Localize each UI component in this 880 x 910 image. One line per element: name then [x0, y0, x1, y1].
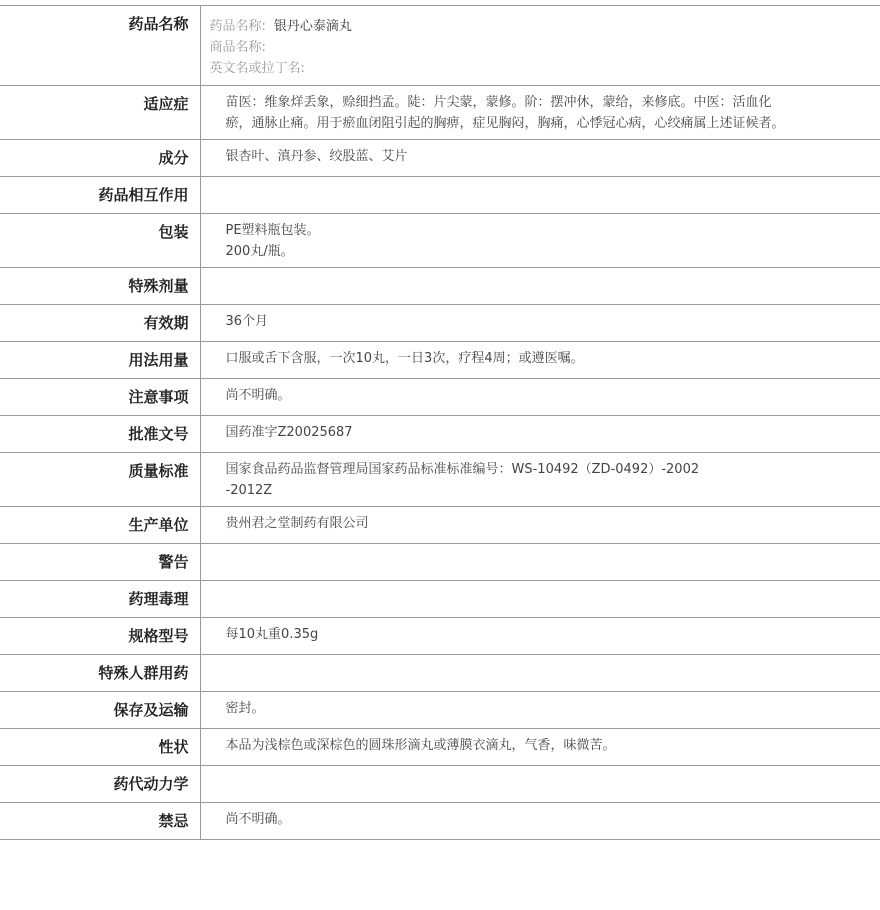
packaging-line-2: 200丸/瓶。 — [225, 244, 294, 259]
row-specification — [0, 618, 880, 655]
special-dosage-value — [200, 268, 880, 305]
quality-standard-line-1: 国家食品药品监督管理局国家药品标准标准编号：WS-10492（ZD-0492）-2002 — [225, 462, 700, 477]
storage-label: 保存及运输 — [0, 692, 200, 729]
indications-label: 适应症 — [0, 86, 200, 140]
description-value: 本品为浅棕色或深棕色的圆珠形滴丸或薄膜衣滴丸，气香，味微苦。 — [225, 738, 616, 753]
packaging-label: 包装 — [0, 214, 200, 268]
manufacturer-value: 贵州君之堂制药有限公司 — [225, 516, 369, 531]
quality-standard-label: 质量标准 — [0, 453, 200, 507]
usage-label: 用法用量 — [0, 342, 200, 379]
contraindications-value: 尚不明确。 — [225, 812, 291, 827]
ingredients-label: 成分 — [0, 140, 200, 177]
storage-value: 密封。 — [225, 701, 265, 716]
row-description — [0, 729, 880, 766]
trade-name-label: 商品名称: — [209, 40, 266, 55]
row-usage — [0, 342, 880, 379]
drug-name-header: 药品名称 — [0, 6, 200, 86]
shelf-life-value: 36个月 — [225, 314, 269, 329]
row-ingredients — [0, 140, 880, 177]
ingredients-value: 银杏叶、滇丹参、绞股蓝、艾片 — [225, 149, 408, 164]
approval-number-value: 国药准字Z20025687 — [225, 425, 353, 440]
row-storage — [0, 692, 880, 729]
special-population-label: 特殊人群用药 — [0, 655, 200, 692]
row-precautions — [0, 379, 880, 416]
row-special-dosage — [0, 268, 880, 305]
warning-value — [200, 544, 880, 581]
row-indications — [0, 86, 880, 140]
row-interactions — [0, 177, 880, 214]
row-approval-number — [0, 416, 880, 453]
approval-number-label: 批准文号 — [0, 416, 200, 453]
toxicology-label: 药理毒理 — [0, 581, 200, 618]
row-shelf-life — [0, 305, 880, 342]
special-dosage-label: 特殊剂量 — [0, 268, 200, 305]
drug-name-cell — [200, 6, 880, 86]
trade-name-line — [210, 37, 861, 58]
pharmacokinetics-label: 药代动力学 — [0, 766, 200, 803]
drug-name-label: 药品名称: — [209, 19, 266, 34]
drug-name-value: 银丹心泰滴丸 — [273, 19, 352, 34]
shelf-life-label: 有效期 — [0, 305, 200, 342]
quality-standard-value — [200, 453, 880, 507]
pharmacokinetics-value — [200, 766, 880, 803]
precautions-label: 注意事项 — [0, 379, 200, 416]
quality-standard-line-2: -2012Z — [225, 483, 273, 498]
indications-value: 苗医：维象烊丢象，赊细挡孟。陡：片尖蒙，蒙修。阶：摆冲休，蒙给，来修底。中医：活血化瘀，通脉止痛。用于瘀血闭阻引起的胸痹，症见胸闷，胸痛，心悸冠心病，心绞痛属上述证候者。 — [225, 95, 785, 131]
specification-value: 每10丸重0.35g — [225, 627, 319, 642]
specification-label: 规格型号 — [0, 618, 200, 655]
english-name-label: 英文名或拉丁名: — [209, 61, 305, 76]
row-warning — [0, 544, 880, 581]
english-name-line — [210, 58, 861, 79]
row-packaging — [0, 214, 880, 268]
contraindications-label: 禁忌 — [0, 803, 200, 840]
row-toxicology — [0, 581, 880, 618]
warning-label: 警告 — [0, 544, 200, 581]
drug-spec-table — [0, 5, 880, 840]
row-special-population — [0, 655, 880, 692]
precautions-value: 尚不明确。 — [225, 388, 291, 403]
toxicology-value — [200, 581, 880, 618]
description-label: 性状 — [0, 729, 200, 766]
packaging-value — [200, 214, 880, 268]
drug-name-line — [210, 16, 861, 37]
row-drug-name — [0, 6, 880, 86]
interactions-value — [200, 177, 880, 214]
packaging-line-1: PE塑料瓶包装。 — [225, 223, 320, 238]
row-manufacturer — [0, 507, 880, 544]
row-contraindications — [0, 803, 880, 840]
manufacturer-label: 生产单位 — [0, 507, 200, 544]
interactions-label: 药品相互作用 — [0, 177, 200, 214]
special-population-value — [200, 655, 880, 692]
row-quality-standard — [0, 453, 880, 507]
usage-value: 口服或舌下含服，一次10丸，一日3次，疗程4周；或遵医嘱。 — [225, 351, 584, 366]
row-pharmacokinetics — [0, 766, 880, 803]
